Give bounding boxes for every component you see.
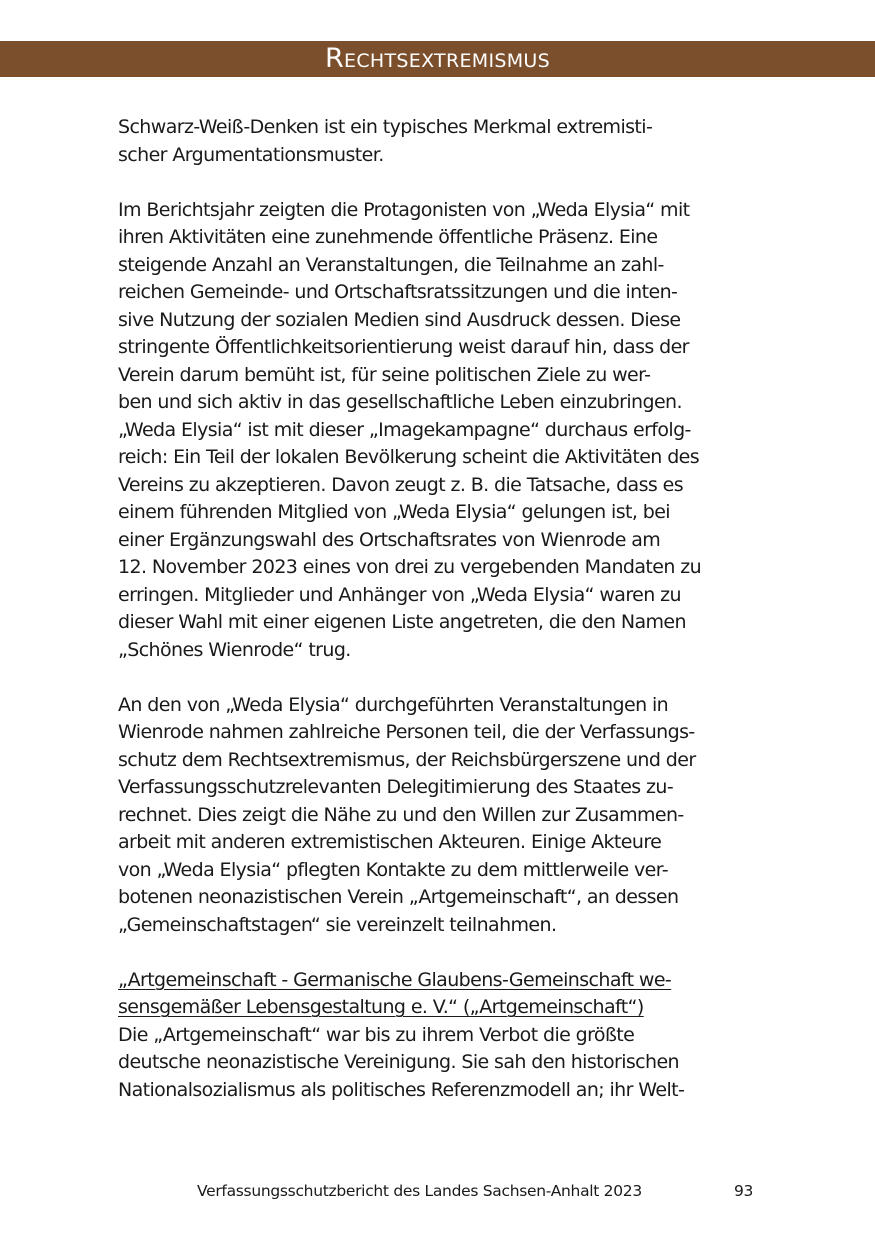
text-line: sive Nutzung der sozialen Medien sind Ausdruck dessen. Diese: [118, 308, 681, 331]
paragraph-1: [118, 114, 763, 169]
text-line: Verfassungsschutzrelevanten Delegitimierung des Staates zu-: [118, 776, 674, 798]
text-line: Verein darum bemüht ist, für seine politischen Ziele zu wer-: [118, 363, 651, 386]
text-line: Nationalsozialismus als politisches Referenzmodell an; ihr Welt-: [118, 1078, 685, 1101]
subsection-heading-text: sensgemäßer Lebensgestaltung e. V.“ („Artgemeinschaft“): [118, 996, 644, 1018]
text-line: scher Argumentationsmuster.: [118, 143, 384, 166]
section-title: Rechtsextremismus: [324, 43, 550, 74]
section-header-bar: [0, 41, 875, 77]
text-line: von „Weda Elysia“ pflegten Kontakte zu dem mittlerweile ver-: [118, 858, 668, 881]
text-line: schutz dem Rechtsextremismus, der Reichsbürgerszene und der: [118, 748, 696, 771]
text-line: einem führenden Mitglied von „Weda Elysia“ gelungen ist, bei: [118, 501, 670, 523]
section-artgemeinschaft: [118, 967, 763, 1105]
subsection-heading-line: [118, 967, 763, 995]
text-line: „Weda Elysia“ ist mit dieser „Imagekampagne“ durchaus erfolg-: [118, 418, 691, 441]
text-line: einer Ergänzungswahl des Ortschaftsrates von Wienrode am: [118, 528, 661, 551]
text-line: erringen. Mitglieder und Anhänger von „Weda Elysia“ waren zu: [118, 583, 681, 606]
text-line: Im Berichtsjahr zeigten die Protagonisten von „Weda Elysia“ mit: [118, 198, 690, 221]
text-line: reich: Ein Teil der lokalen Bevölkerung scheint die Aktivitäten des: [118, 446, 700, 468]
text-line: Wienrode nahmen zahlreiche Personen teil, die der Verfassungs-: [118, 721, 695, 743]
text-line: ihren Aktivitäten eine zunehmende öffentliche Präsenz. Eine: [118, 226, 658, 248]
text-line: reichen Gemeinde- und Ortschaftsratssitzungen und die inten-: [118, 281, 678, 303]
page-footer: [0, 1182, 875, 1206]
text-line: „Gemeinschaftstagen“ sie vereinzelt teilnahmen.: [118, 913, 557, 936]
page-content: [118, 114, 763, 1104]
paragraph-3: [118, 692, 763, 940]
text-line: Die „Artgemeinschaft“ war bis zu ihrem Verbot die größte: [118, 1023, 635, 1046]
text-line: steigende Anzahl an Veranstaltungen, die Teilnahme an zahl-: [118, 253, 664, 276]
text-line: deutsche neonazistische Vereinigung. Sie sah den historischen: [118, 1051, 680, 1073]
text-line: Schwarz-Weiß-Denken ist ein typisches Merkmal extremisti-: [118, 116, 653, 138]
text-line: Vereins zu akzeptieren. Davon zeugt z. B. die Tatsache, dass es: [118, 473, 683, 496]
subsection-heading-line: [118, 994, 763, 1022]
text-line: rechnet. Dies zeigt die Nähe zu und den Willen zur Zusammen-: [118, 803, 684, 826]
text-line: arbeit mit anderen extremistischen Akteuren. Einige Akteure: [118, 831, 662, 853]
page-number: 93: [734, 1182, 754, 1200]
text-line: „Schönes Wienrode“ trug.: [118, 638, 351, 661]
text-line: 12. November 2023 eines von drei zu vergebenden Mandaten zu: [118, 556, 702, 578]
text-line: dieser Wahl mit einer eigenen Liste angetreten, die den Namen: [118, 611, 686, 633]
text-line: stringente Öffentlichkeitsorientierung weist darauf hin, dass der: [118, 336, 689, 358]
text-line: An den von „Weda Elysia“ durchgeführten Veranstaltungen in: [118, 693, 669, 716]
text-line: ben und sich aktiv in das gesellschaftliche Leben einzubringen.: [118, 391, 682, 413]
subsection-heading-text: „Artgemeinschaft - Germanische Glaubens-Gemeinschaft we-: [118, 968, 672, 991]
paragraph-2: [118, 197, 763, 665]
footer-publication: Verfassungsschutzbericht des Landes Sachsen-Anhalt 2023: [197, 1182, 642, 1200]
text-line: botenen neonazistischen Verein „Artgemeinschaft“, an dessen: [118, 886, 679, 908]
